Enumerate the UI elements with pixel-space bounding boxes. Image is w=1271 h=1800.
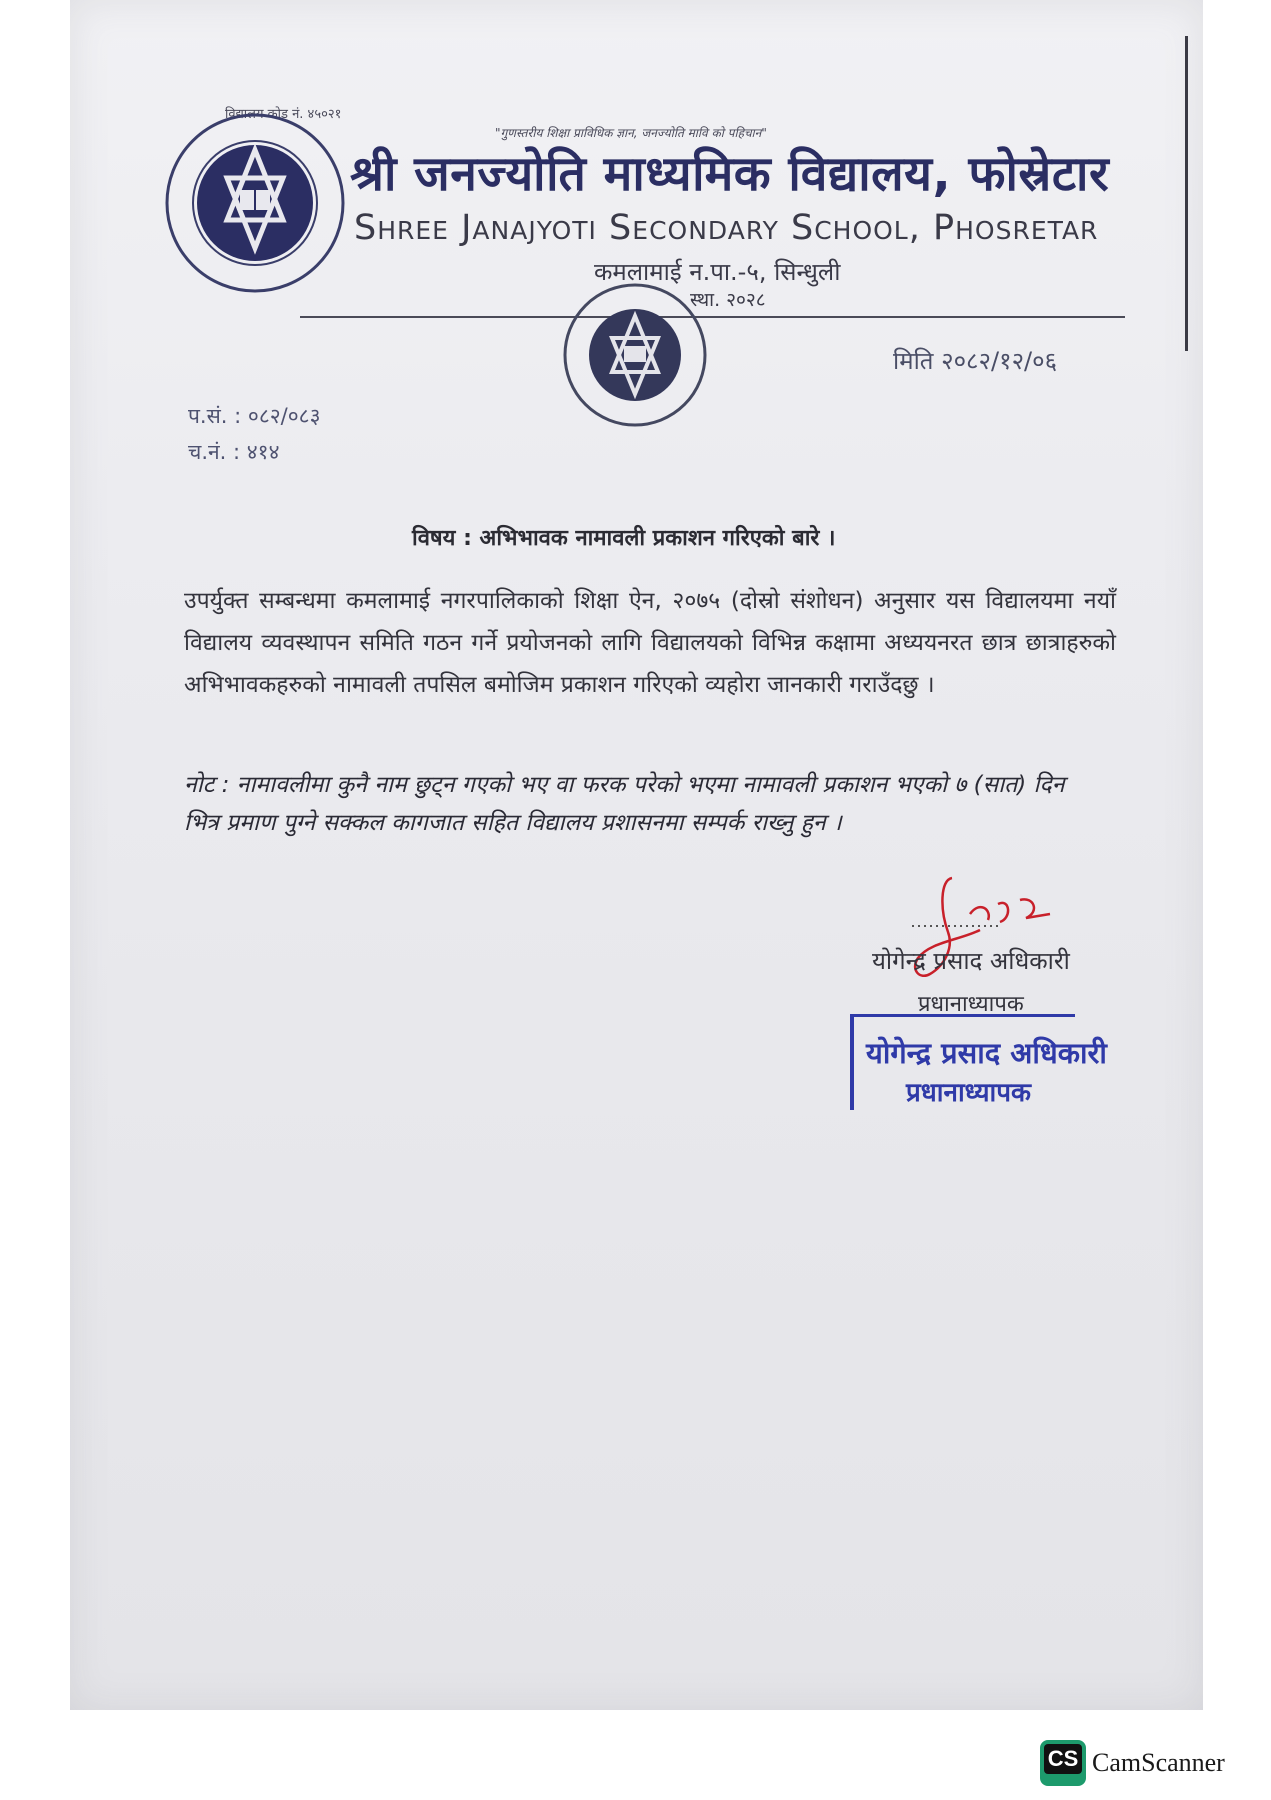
- school-logo: [160, 108, 350, 298]
- school-address: कमलामाई न.पा.-५, सिन्धुली: [594, 258, 841, 286]
- camscanner-watermark: [1040, 1740, 1225, 1786]
- camscanner-label: CamScanner: [1092, 1748, 1225, 1777]
- school-name-english: Shree Janajyoti Secondary School, Phosretar: [354, 208, 1099, 248]
- school-stamp: [560, 280, 710, 430]
- letter-number: प.सं. : ०८२/०८३: [188, 404, 321, 428]
- camscanner-icon: CS: [1040, 1740, 1086, 1786]
- letter-subject: विषय : अभिभावक नामावली प्रकाशन गरिएको बारे ।: [412, 526, 836, 551]
- official-seal: [850, 1014, 1107, 1110]
- school-motto: "गुणस्तरीय शिक्षा प्राविधिक ज्ञान, जनज्योति मावि को पहिचान": [495, 126, 767, 140]
- established-year: स्था. २०२८: [690, 289, 766, 311]
- letter-date: मिति २०८२/१२/०६: [893, 347, 1058, 375]
- school-name-nepali: श्री जनज्योति माध्यमिक विद्यालय, फोस्रेटार: [350, 146, 1110, 202]
- page-edge-line: [1185, 36, 1188, 351]
- school-code: विद्यालय कोड नं. ४५०२१: [225, 107, 342, 122]
- signatory-name: योगेन्द्र प्रसाद अधिकारी: [872, 947, 1070, 975]
- reference-block: [188, 398, 321, 470]
- dispatch-number: च.नं. : ४१४: [188, 440, 280, 464]
- seal-title: प्रधानाध्यापक: [906, 1078, 1032, 1108]
- signatory-title: प्रधानाध्यापक: [918, 992, 1024, 1017]
- letter-note: नोट : नामावलीमा कुनै नाम छुट्न गएको भए वा फरक परेको भएमा नामावली प्रकाशन भएको ७ (सात) दिन भित्र प्रमाण पुग्ने सक्कल कागजात सहित विद्यालय प्रशासनमा सम्पर्क राख्नु हुन ।: [184, 772, 1065, 836]
- letterhead-divider: [300, 316, 1125, 318]
- letter-body: उपर्युक्त सम्बन्धमा कमलामाई नगरपालिकाको शिक्षा ऐन, २०७५ (दोस्रो संशोधन) अनुसार यस विद्यालयमा नयाँ विद्यालय व्यवस्थापन समिति गठन गर्ने प्रयोजनको लागि विद्यालयको विभिन्न कक्षामा अध्ययनरत छात्र छात्राहरुको अभिभावकहरुको नामावली तपसिल बमोजिम प्रकाशन गरिएको व्यहोरा जानकारी गराउँदछु ।: [184, 588, 1116, 698]
- seal-name: योगेन्द्र प्रसाद अधिकारी: [866, 1036, 1107, 1070]
